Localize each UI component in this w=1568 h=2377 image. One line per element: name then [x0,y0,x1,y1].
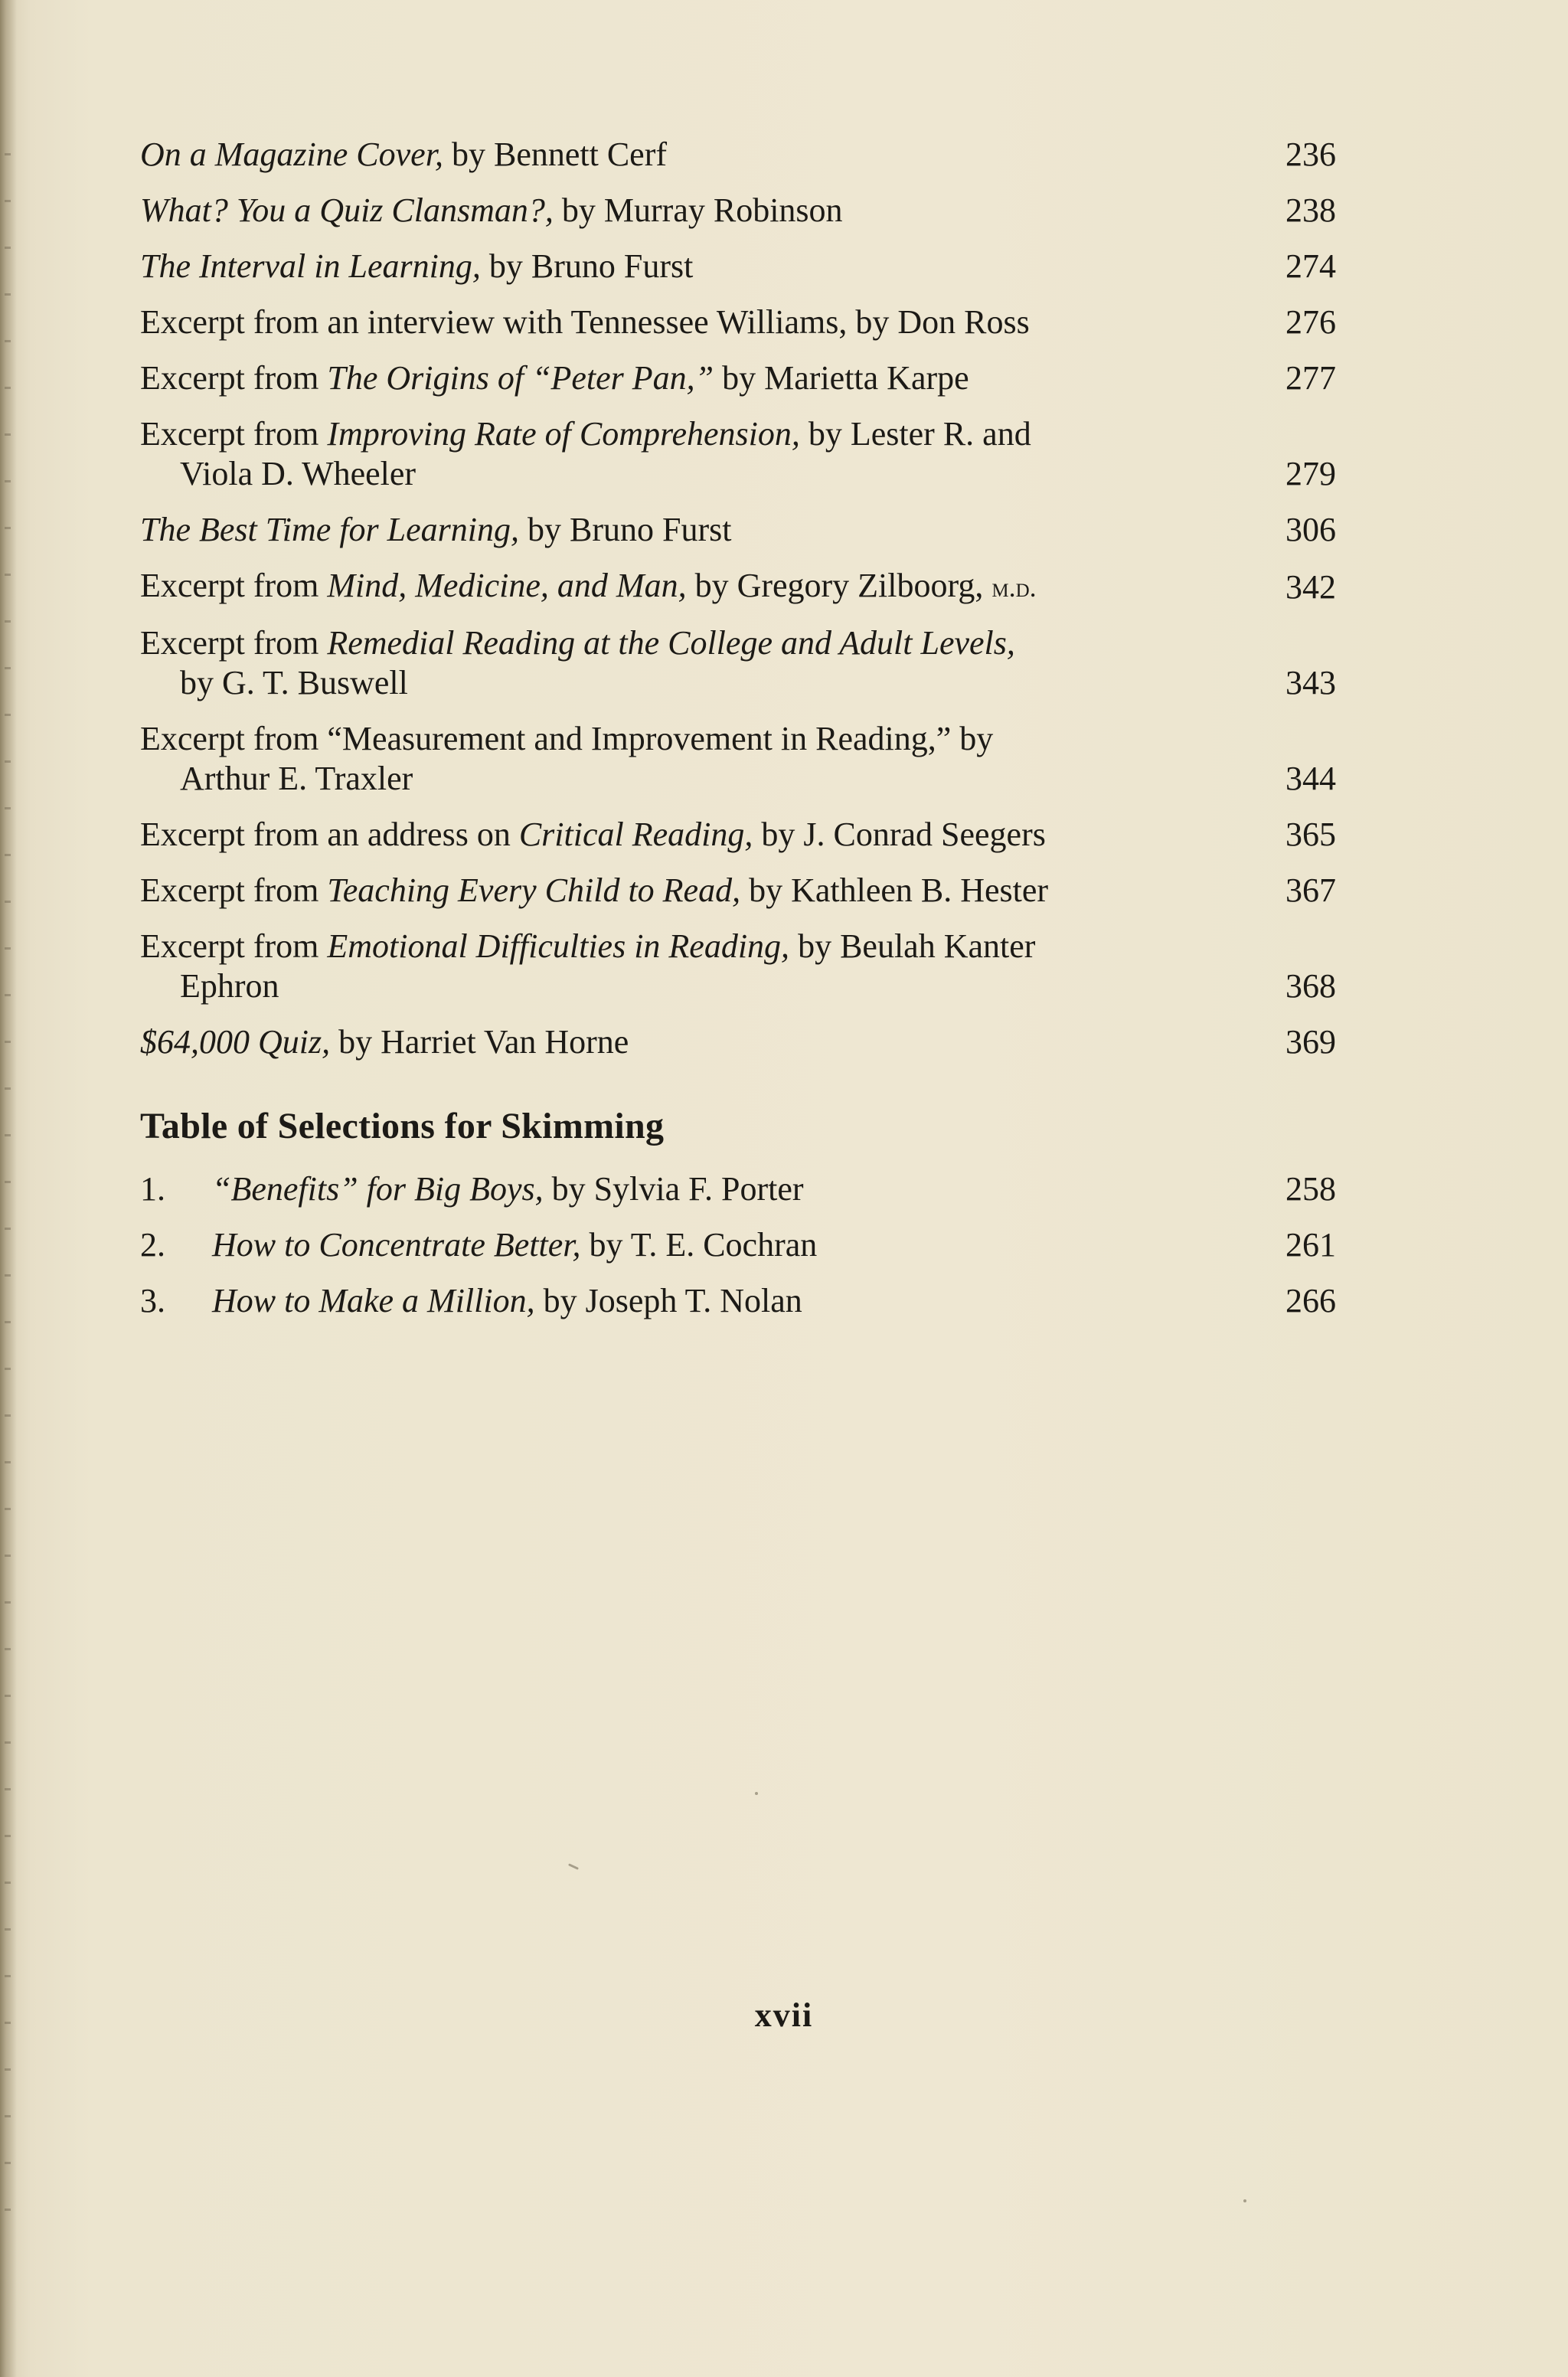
contents-entry [140,566,1336,607]
page-number-folio: xvii [754,1996,814,2034]
entry-page-number: 261 [1285,1226,1336,1264]
entry-title: Excerpt from Emotional Difficulties in Reading, by Beulah Kanter [140,927,1036,965]
entry-title: Excerpt from The Origins of “Peter Pan,” by Marietta Karpe [140,359,969,397]
entry-title: The Interval in Learning, by Bruno Furst [140,247,694,285]
contents-entry [140,927,1336,1006]
entry-page-number: 274 [1285,247,1336,285]
entry-title: $64,000 Quiz, by Harriet Van Horne [140,1023,629,1061]
entry-title: How to Make a Million, by Joseph T. Nolan [212,1282,802,1319]
entry-number: 1. [140,1170,165,1208]
entry-page-number: 367 [1285,871,1336,909]
entry-page-number: 279 [1285,455,1336,492]
contents-entry [140,191,1336,231]
contents-entry [140,871,1336,911]
skimming-entry [140,1225,1336,1265]
contents-entry [140,719,1336,799]
entry-page-number: 369 [1285,1023,1336,1061]
entry-page-number: 344 [1285,760,1336,797]
entry-title-continued: by G. T. Buswell [180,664,408,701]
paper-speck [755,1792,758,1795]
contents-entry [140,414,1336,494]
entry-number: 3. [140,1282,165,1319]
entry-number: 2. [140,1226,165,1264]
entry-page-number: 365 [1285,816,1336,853]
entry-title: Excerpt from Mind, Medicine, and Man, by Gregory Zilboorg, m.d. [140,567,1037,604]
entry-page-number: 368 [1285,967,1336,1005]
paper-speck [1243,2199,1246,2202]
entry-title-continued: Viola D. Wheeler [180,455,416,492]
contents-entry [140,815,1336,855]
entry-title: Excerpt from Remedial Reading at the College and Adult Levels, [140,624,1015,662]
contents-entry [140,358,1336,398]
contents-entry [140,302,1336,342]
entry-title-continued: Ephron [180,967,279,1005]
skimming-entry [140,1169,1336,1209]
entry-page-number: 342 [1285,568,1336,606]
entry-page-number: 258 [1285,1170,1336,1208]
entry-page-number: 238 [1285,191,1336,229]
entry-page-number: 343 [1285,664,1336,701]
entry-title: Excerpt from Improving Rate of Comprehension, by Lester R. and [140,415,1031,453]
entry-title: “Benefits” for Big Boys, by Sylvia F. Porter [212,1170,804,1208]
entry-title: Excerpt from Teaching Every Child to Read, by Kathleen B. Hester [140,871,1049,909]
paper-speck [568,1863,579,1870]
contents-entry [140,1022,1336,1062]
entry-page-number: 277 [1285,359,1336,397]
section-heading: Table of Selections for Skimming [140,1106,665,1146]
entry-page-number: 236 [1285,136,1336,173]
contents-entry [140,510,1336,550]
binding-stitch-marks [5,153,11,2221]
entry-title: Excerpt from an interview with Tennessee Williams, by Don Ross [140,303,1030,341]
contents-entry [140,247,1336,286]
entry-page-number: 306 [1285,511,1336,548]
entry-page-number: 276 [1285,303,1336,341]
entry-title: Excerpt from “Measurement and Improvement in Reading,” by [140,720,994,757]
contents-entry [140,135,1336,175]
entry-title: On a Magazine Cover, by Bennett Cerf [140,136,668,173]
entry-title: The Best Time for Learning, by Bruno Furst [140,511,732,548]
entry-title-continued: Arthur E. Traxler [180,760,413,797]
entry-title: How to Concentrate Better, by T. E. Cochran [212,1226,818,1264]
contents-list [140,135,1336,1337]
entry-title: Excerpt from an address on Critical Reading, by J. Conrad Seegers [140,816,1046,853]
entry-title: What? You a Quiz Clansman?, by Murray Robinson [140,191,843,229]
degree-abbreviation: m.d. [991,572,1037,603]
entry-page-number: 266 [1285,1282,1336,1319]
contents-entry [140,623,1336,703]
skimming-entry [140,1281,1336,1321]
